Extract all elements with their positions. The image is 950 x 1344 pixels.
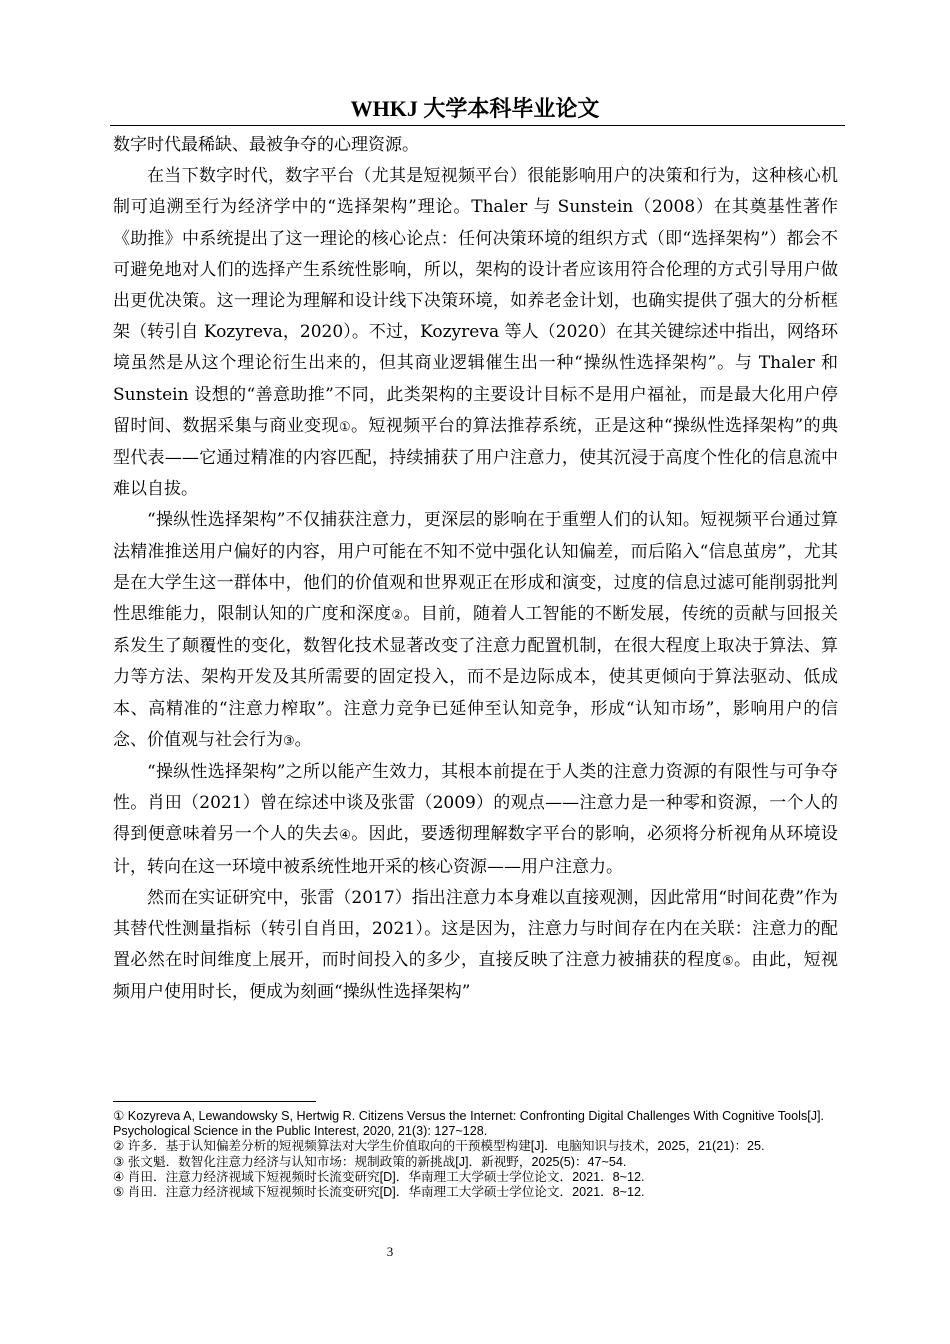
paragraph-text: 数字时代最稀缺、最被争夺的心理资源。 [113, 135, 419, 155]
paragraph [113, 130, 838, 161]
footnote-item: ⑤ 肖田．注意力经济视域下短视频时长流变研究[D]．华南理工大学硕士学位论文．2021．8~12. [113, 1185, 645, 1200]
footnote-marker: ③ [283, 733, 295, 749]
paragraph-text: 。短视频平台的算法推荐系统，正是这种“操纵性选择架构”的典型代表——它通过精准的内容匹配，持续捕获了用户注意力，使其沉浸于高度个性化的信息流中难以自拔。 [113, 415, 839, 500]
paragraph-text: 。因此，要透彻理解数字平台的影响，必须将分析视角从环境设计，转向在这一环境中被系统性地开采的核心资源——用户注意力。 [113, 824, 839, 877]
paragraph-text: “操纵性选择架构”之所以能产生效力，其根本前提在于人类的注意力资源的有限性与可争夺性。肖田（2021）曾在综述中谈及张雷（2009）的观点——注意力是一种零和资源，一个人的得到便意味着另一个人的失去 [113, 762, 838, 845]
footnote-item: ④ 肖田．注意力经济视域下短视频时长流变研究[D]．华南理工大学硕士学位论文．2021．8~12. [113, 1169, 645, 1184]
footnote-item: ① Kozyreva A, Lewandowsky S, Hertwig R. Citizens Versus the Internet: Confronting Digital Challenges With Cognitive Tools[J]. Psychological Science in the Public Interest, 2020, 21(3): 127~128. [113, 1109, 825, 1139]
footnote-marker: ⑤ [721, 954, 735, 970]
footnote-item: ③ 张文魁．数智化注意力经济与认知市场：规制政策的新挑战[J]．新视野，2025(5)：47~54. [113, 1154, 627, 1169]
running-header: WHKJ 大学本科毕业论文 [350, 96, 600, 121]
paragraph-text: 。 [294, 729, 312, 750]
header-rule [110, 125, 845, 126]
footnotes [113, 1109, 838, 1200]
paragraph [113, 161, 838, 505]
paragraph [113, 757, 838, 883]
paragraph-text: “操纵性选择架构”不仅捕获注意力，更深层的影响在于重塑人们的认知。短视频平台通过算法精准推送用户偏好的内容，用户可能在不知不觉中强化认知偏差，而后陷入“信息茧房”，尤其是在大学生这一群体中，他们的价值观和世界观正在形成和演变，过度的信息过滤可能削弱批判性思维能力，限制认知的广度和深度 [113, 510, 838, 625]
paragraph-text: 在当下数字时代，数字平台（尤其是短视频平台）很能影响用户的决策和行为，这种核心机制可追溯至行为经济学中的“选择架构”理论。Thaler 与 Sunstein（2008）在其奠基性著作《助推》中系统提出了这一理论的核心论点：任何决策环境的组织方式（即“选择架构”）都会不可避免地对人们的选择产生系统性影响，所以，架构的设计者应该用符合伦理的方式引导用户做出更优决策。这一理论为理解和设计线下决策环境，如养老金计划，也确实提供了强大的分析框架（转引自 Kozyreva，2020）。不过，Kozyreva 等人（2020）在其关键综述中指出，网络环境虽然是从这个理论衍生出来的，但其商业逻辑催生出一种“操纵性选择架构”。与 Thaler 和 Sunstein 设想的“善意助推”不同，此类架构的主要设计目标不是用户福祉，而是最大化用户停留时间、数据采集与商业变现 [113, 166, 838, 436]
paragraph-text: 。目前，随着人工智能的不断发展，传统的贡献与回报关系发生了颠覆性的变化，数智化技术显著改变了注意力配置机制，在很大程度上取决于算法、算力等方法、架构开发及其所需要的固定投入，而不是边际成本，使其更倾向于算法驱动、低成本、高精准的“注意力榨取”。注意力竞争已延伸至认知竞争，形成“认知市场”，影响用户的信念、价值观与社会行为 [113, 604, 839, 750]
body-text [113, 130, 838, 1009]
paragraph [113, 505, 838, 757]
page-number: 3 [386, 1244, 394, 1259]
footnote-marker: ② [391, 608, 404, 624]
footnote-separator [113, 1101, 316, 1102]
paragraph [113, 883, 838, 1009]
footnote-item: ② 许多．基于认知偏差分析的短视频算法对大学生价值取向的干预模型构建[J]．电脑知识与技术，2025，21(21)：25. [113, 1139, 765, 1154]
footnote-marker: ④ [339, 828, 352, 844]
paragraph-text: 然而在实证研究中，张雷（2017）指出注意力本身难以直接观测，因此常用“时间花费”作为其替代性测量指标（转引自肖田，2021）。这是因为，注意力与时间存在内在关联：注意力的配置必然在时间维度上展开，而时间投入的多少，直接反映了注意力被捕获的程度 [113, 887, 838, 971]
footnote-marker: ① [338, 419, 351, 435]
paragraph-text: 。由此，短视频用户使用时长，便成为刻画“操纵性选择架构” [113, 950, 839, 1003]
